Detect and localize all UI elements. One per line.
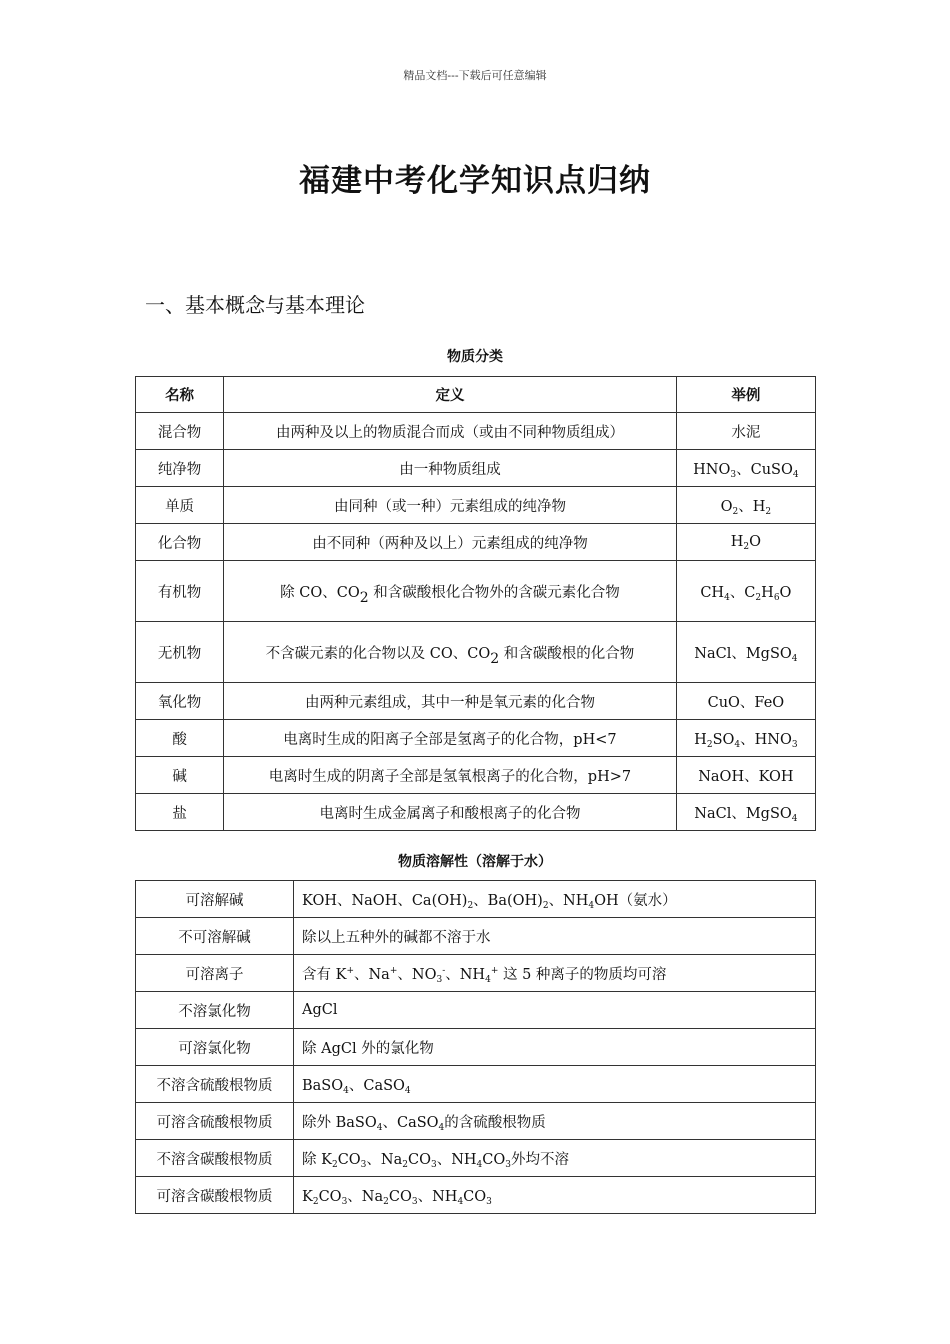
formula-text: 、NH [417, 1188, 458, 1205]
formula-text: O [720, 498, 733, 515]
formula-text: O [749, 534, 762, 550]
formula-subscript: 3 [486, 1196, 492, 1207]
formula-subscript: 2 [755, 592, 762, 603]
formula-subscript: 3 [430, 1159, 437, 1170]
cell-name: 碱 [136, 757, 224, 794]
formula-subscript: 3 [360, 1159, 367, 1170]
cell-example [676, 524, 815, 561]
cell-definition: 电离时生成的阳离子全部是氢离子的化合物，pH<7 [224, 720, 677, 757]
cell-definition: 由不同种（两种及以上）元素组成的纯净物 [224, 524, 677, 561]
cell-example [676, 720, 815, 757]
cell-name: 混合物 [136, 413, 224, 450]
formula-subscript: 2 [312, 1196, 319, 1207]
formula-text: H [761, 584, 774, 601]
cell-category: 不溶含碳酸根物质 [136, 1140, 294, 1177]
formula-text: SO [712, 731, 735, 748]
formula-subscript: 4 [343, 1085, 349, 1096]
formula-text: NaCl、MgSO [694, 805, 792, 822]
formula-subscript: 4 [792, 469, 799, 480]
formula-text: CO [482, 1151, 506, 1168]
table-row [136, 1029, 816, 1066]
cell-value [294, 1066, 816, 1103]
table-row [136, 720, 816, 757]
table-row [136, 757, 816, 794]
formula-superscript: + [490, 965, 499, 976]
formula-text: CO [318, 1188, 342, 1205]
cell-value [294, 881, 816, 918]
formula-text: 、H [738, 498, 766, 515]
cell-category: 可溶含碳酸根物质 [136, 1177, 294, 1214]
formula-subscript: 4 [438, 1122, 445, 1133]
cell-example [676, 622, 815, 683]
table-row [136, 413, 816, 450]
table-row [136, 487, 816, 524]
formula-text: 的含硫酸根物质 [444, 1114, 546, 1131]
formula-text: 、HNO [740, 731, 792, 748]
section-heading: 一、基本概念与基本理论 [145, 293, 365, 317]
formula-subscript: 4 [724, 592, 730, 603]
cell-value [294, 1103, 816, 1140]
header-definition: 定义 [224, 377, 677, 413]
formula-text: CO [388, 1188, 412, 1205]
formula-text: 、NH [436, 1151, 477, 1168]
cell-name: 单质 [136, 487, 224, 524]
table-row [136, 881, 816, 918]
classification-table [135, 376, 816, 831]
formula-text: CO [337, 1151, 361, 1168]
cell-category: 不可溶解碱 [136, 918, 294, 955]
cell-definition: 由同种（或一种）元素组成的纯净物 [224, 487, 677, 524]
formula-text: 外均不溶 [511, 1151, 569, 1168]
cell-category: 可溶解碱 [136, 881, 294, 918]
cell-value [294, 1177, 816, 1214]
formula-subscript: 4 [791, 813, 798, 824]
formula-text: 、NH [445, 966, 486, 983]
cell-definition [224, 622, 677, 683]
table-header-row [136, 377, 816, 413]
cell-name: 有机物 [136, 561, 224, 622]
table-row [136, 918, 816, 955]
cell-name: 酸 [136, 720, 224, 757]
formula-subscript: 2 [467, 900, 474, 911]
formula-text: H [730, 534, 744, 550]
formula-subscript: 2 [706, 739, 713, 750]
solubility-table [135, 880, 816, 1214]
table-row [136, 622, 816, 683]
formula-text: 、CaSO [348, 1077, 405, 1094]
cell-example [676, 561, 815, 622]
cell-category: 可溶离子 [136, 955, 294, 992]
table-row [136, 955, 816, 992]
formula-text: 、Na [366, 1151, 403, 1168]
formula-subscript: 2 [359, 589, 369, 606]
formula-text: CH [700, 584, 725, 601]
formula-subscript: 6 [773, 592, 780, 603]
cell-category: 不溶含硫酸根物质 [136, 1066, 294, 1103]
formula-subscript: 4 [485, 974, 491, 985]
table-row [136, 1177, 816, 1214]
cell-value [294, 1140, 816, 1177]
formula-text: 含有 K [302, 966, 347, 983]
formula-text: 、Ba(OH) [473, 892, 543, 909]
cell-value [294, 955, 816, 992]
cell-example [676, 487, 815, 524]
table-row [136, 992, 816, 1029]
cell-definition: 电离时生成金属离子和酸根离子的化合物 [224, 794, 677, 831]
cell-example: CuO、FeO [676, 683, 815, 720]
formula-subscript: 2 [383, 1196, 389, 1207]
formula-subscript: 4 [588, 900, 595, 911]
formula-text: 、NH [548, 892, 589, 909]
formula-subscript: 2 [765, 506, 772, 517]
formula-subscript: 3 [791, 739, 798, 750]
formula-superscript: + [389, 965, 398, 976]
formula-subscript: 4 [376, 1122, 383, 1133]
formula-text: NaCl、MgSO [694, 645, 792, 662]
table-row [136, 561, 816, 622]
formula-text: OH（氨水） [594, 892, 677, 909]
formula-text: H [694, 731, 707, 748]
formula-text: KOH、NaOH、Ca(OH) [302, 892, 468, 909]
cell-value: 除以上五种外的碱都不溶于水 [294, 918, 816, 955]
formula-text: 、Na [354, 966, 390, 983]
formula-text: 这 5 种离子的物质均可溶 [498, 966, 667, 983]
definition-text: 除 CO、CO [280, 584, 360, 601]
cell-name: 盐 [136, 794, 224, 831]
formula-text: 、CaSO [382, 1114, 439, 1131]
formula-subscript: 3 [341, 1196, 348, 1207]
cell-name: 氧化物 [136, 683, 224, 720]
cell-definition: 由两种及以上的物质混合而成（或由不同种物质组成） [224, 413, 677, 450]
cell-definition: 由一种物质组成 [224, 450, 677, 487]
cell-definition: 电离时生成的阴离子全部是氢氧根离子的化合物，pH>7 [224, 757, 677, 794]
formula-subscript: 4 [457, 1196, 464, 1207]
cell-category: 可溶氯化物 [136, 1029, 294, 1066]
formula-text: BaSO [302, 1077, 344, 1094]
formula-text: HNO [693, 461, 731, 478]
document-title: 福建中考化学知识点归纳 [299, 163, 651, 199]
cell-name: 无机物 [136, 622, 224, 683]
formula-text: 除 K [302, 1151, 332, 1168]
cell-example: NaOH、KOH [676, 757, 815, 794]
formula-text: CO [463, 1188, 487, 1205]
header-note: 精品文档---下载后可任意编辑 [403, 69, 547, 82]
formula-subscript: 3 [505, 1159, 511, 1170]
formula-text: 、Na [347, 1188, 384, 1205]
formula-subscript: 2 [331, 1159, 338, 1170]
cell-category: 不溶氯化物 [136, 992, 294, 1029]
cell-example: 水泥 [676, 413, 815, 450]
cell-value: AgCl [294, 992, 816, 1029]
cell-category: 可溶含硫酸根物质 [136, 1103, 294, 1140]
formula-text: 、CuSO [736, 461, 793, 478]
table-row [136, 683, 816, 720]
classification-table-caption: 物质分类 [447, 349, 503, 365]
formula-text: 、C [729, 584, 756, 601]
formula-text: O [779, 584, 792, 601]
formula-subscript: 2 [402, 1159, 408, 1170]
formula-subscript: 3 [411, 1196, 418, 1207]
formula-text: 、NO [397, 966, 437, 983]
formula-superscript: - [442, 965, 446, 976]
definition-text: 不含碳元素的化合物以及 CO、CO [265, 645, 491, 662]
cell-example [676, 450, 815, 487]
header-example: 举例 [676, 377, 815, 413]
cell-name: 化合物 [136, 524, 224, 561]
cell-definition [224, 561, 677, 622]
definition-text: 和含碳酸根化合物外的含碳元素化合物 [368, 584, 620, 601]
formula-subscript: 2 [542, 900, 549, 911]
table-row [136, 524, 816, 561]
formula-subscript: 2 [490, 650, 500, 667]
cell-example [676, 794, 815, 831]
cell-value: 除 AgCl 外的氯化物 [294, 1029, 816, 1066]
table-row [136, 1103, 816, 1140]
table-row [136, 450, 816, 487]
formula-subscript: 4 [476, 1159, 483, 1170]
cell-name: 纯净物 [136, 450, 224, 487]
formula-subscript: 3 [436, 974, 443, 985]
formula-text: K [302, 1188, 313, 1205]
solubility-table-caption: 物质溶解性（溶解于水） [398, 854, 552, 870]
cell-definition: 由两种元素组成，其中一种是氧元素的化合物 [224, 683, 677, 720]
formula-text: CO [407, 1151, 431, 1168]
header-name: 名称 [136, 377, 224, 413]
formula-subscript: 4 [404, 1085, 411, 1096]
formula-superscript: + [346, 965, 354, 976]
formula-subscript: 4 [734, 739, 741, 750]
table-row [136, 1066, 816, 1103]
formula-subscript: 4 [791, 653, 798, 664]
formula-subscript: 3 [730, 469, 737, 480]
definition-text: 和含碳酸根的化合物 [499, 645, 635, 662]
table-row [136, 1140, 816, 1177]
formula-subscript: 2 [732, 506, 739, 517]
formula-text: 除外 BaSO [302, 1114, 377, 1131]
formula-subscript: 2 [743, 542, 750, 552]
table-row [136, 794, 816, 831]
